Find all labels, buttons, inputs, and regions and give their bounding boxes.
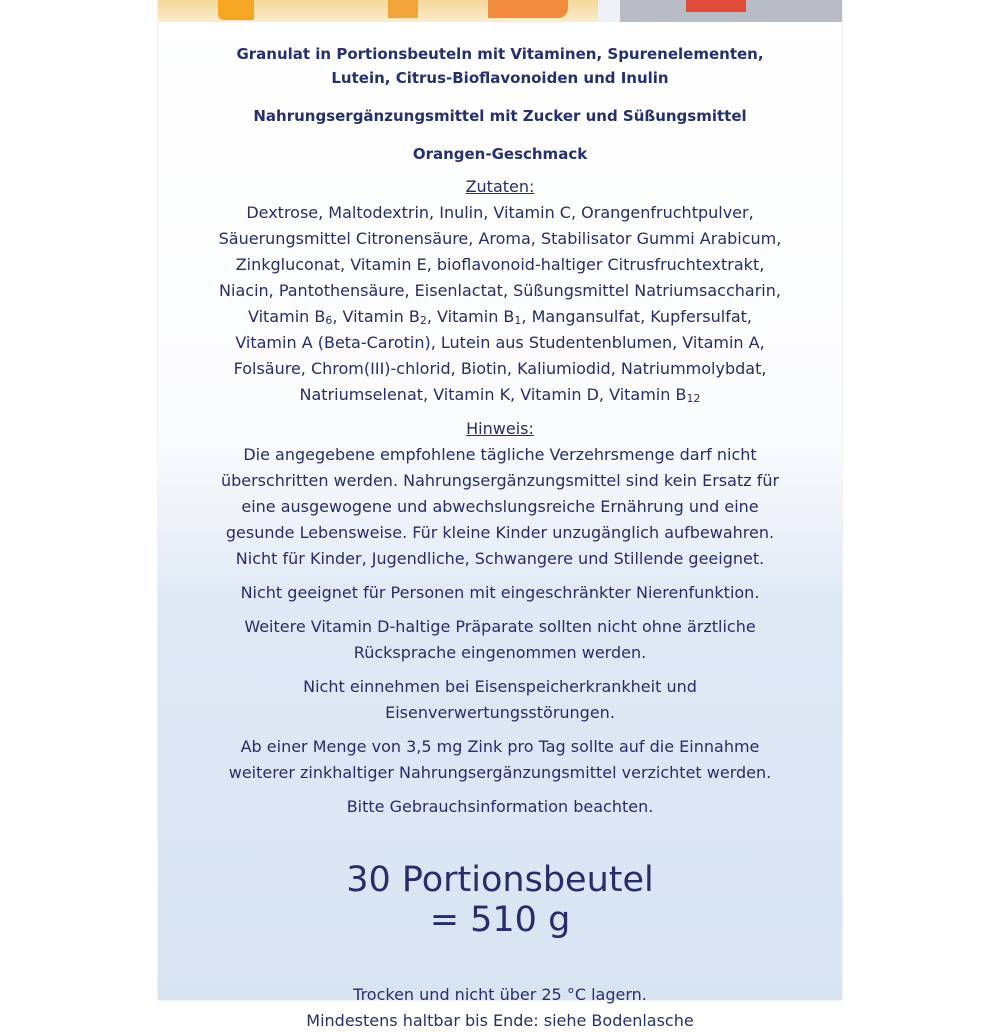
ingredients-line: Zinkgluconat, Vitamin E, bioflavonoid-haltiger Citrusfruchtextrakt,: [235, 255, 765, 274]
notice-kidney: Nicht geeignet für Personen mit eingeschränkter Nierenfunktion.: [240, 583, 760, 602]
ingredient-text: , Vitamin B: [332, 307, 420, 326]
subtitle-line: Granulat in Portionsbeuteln mit Vitaminen, Spurenelementen,: [236, 45, 764, 63]
notice-line: Eisenverwertungsstörungen.: [385, 703, 615, 722]
net-weight: = 510 g: [429, 900, 571, 940]
ingredients-line: [158, 304, 842, 330]
package-top-orange-shape: [488, 0, 568, 18]
package-back-panel: [158, 0, 842, 1030]
storage-info: [158, 982, 842, 1034]
notice-zinc: [158, 734, 842, 786]
ingredient-text: Natriumselenat, Vitamin K, Vitamin D, Vitamin B: [299, 385, 687, 404]
notice-line: eine ausgewogene und abwechslungsreiche Ernährung und eine: [241, 497, 759, 516]
ingredients-line: Niacin, Pantothensäure, Eisenlactat, Süßungsmittel Natriumsaccharin,: [219, 281, 781, 300]
notice-vitamin-d: [158, 614, 842, 666]
notice-line: Nicht für Kinder, Jugendliche, Schwangere und Stillende geeignet.: [235, 549, 765, 568]
ingredients-line: Vitamin A (Beta-Carotin), Lutein aus Studentenblumen, Vitamin A,: [235, 333, 765, 352]
ingredients-section: [158, 174, 842, 408]
ingredients-line: [158, 382, 842, 408]
storage-line: Mindestens haltbar bis Ende: siehe Bodenlasche: [306, 1011, 694, 1030]
package-top-red-mark: [686, 0, 746, 12]
sachet-count: 30 Portionsbeutel: [346, 860, 654, 900]
subtitle-line: Lutein, Citrus-Bioflavonoiden und Inulin: [331, 69, 669, 87]
notice-line: Rücksprache eingenommen werden.: [353, 643, 647, 662]
notice-line: gesunde Lebensweise. Für kleine Kinder unzugänglich aufbewahren.: [225, 523, 775, 542]
package-top-orange-shape: [388, 0, 418, 18]
product-description: [158, 42, 842, 90]
notice-line: Weitere Vitamin D-haltige Präparate sollten nicht ohne ärztliche: [244, 617, 756, 636]
ingredients-line: Folsäure, Chrom(III)-chlorid, Biotin, Kaliumiodid, Natriummolybdat,: [233, 359, 767, 378]
ingredients-line: Säuerungsmittel Citronensäure, Aroma, Stabilisator Gummi Arabicum,: [218, 229, 782, 248]
notice-line: Ab einer Menge von 3,5 mg Zink pro Tag sollte auf die Einnahme: [240, 737, 760, 756]
product-category: Nahrungsergänzungsmittel mit Zucker und Süßungsmittel: [253, 107, 747, 125]
notice-iron: [158, 674, 842, 726]
package-text: [158, 42, 842, 1034]
storage-line: Trocken und nicht über 25 °C lagern.: [353, 985, 647, 1004]
notice-instructions: Bitte Gebrauchsinformation beachten.: [346, 797, 654, 816]
ingredient-text: , Vitamin B: [426, 307, 515, 326]
notice-heading: Hinweis:: [466, 419, 534, 438]
package-top-orange-shape: [218, 0, 254, 20]
package-contents: [158, 860, 842, 940]
ingredients-heading: Zutaten:: [465, 177, 535, 196]
notice-line: weiterer zinkhaltiger Nahrungsergänzungsmittel verzichtet werden.: [228, 763, 772, 782]
notice-section: [158, 416, 842, 820]
ingredient-subscript: 6: [325, 314, 333, 327]
notice-line: Die angegebene empfohlene tägliche Verzehrsmenge darf nicht: [243, 445, 757, 464]
notice-line: Nicht einnehmen bei Eisenspeicherkrankheit und: [303, 677, 697, 696]
ingredients-line: Dextrose, Maltodextrin, Inulin, Vitamin C, Orangenfruchtpulver,: [246, 203, 754, 222]
ingredient-subscript: 12: [686, 392, 701, 405]
ingredient-subscript: 2: [419, 314, 427, 327]
notice-line: überschritten werden. Nahrungsergänzungsmittel sind kein Ersatz für: [220, 471, 780, 490]
ingredient-text: , Mangansulfat, Kupfersulfat,: [521, 307, 752, 326]
product-flavor: Orangen-Geschmack: [412, 145, 588, 163]
ingredient-subscript: 1: [514, 314, 522, 327]
ingredient-text: Vitamin B: [247, 307, 326, 326]
